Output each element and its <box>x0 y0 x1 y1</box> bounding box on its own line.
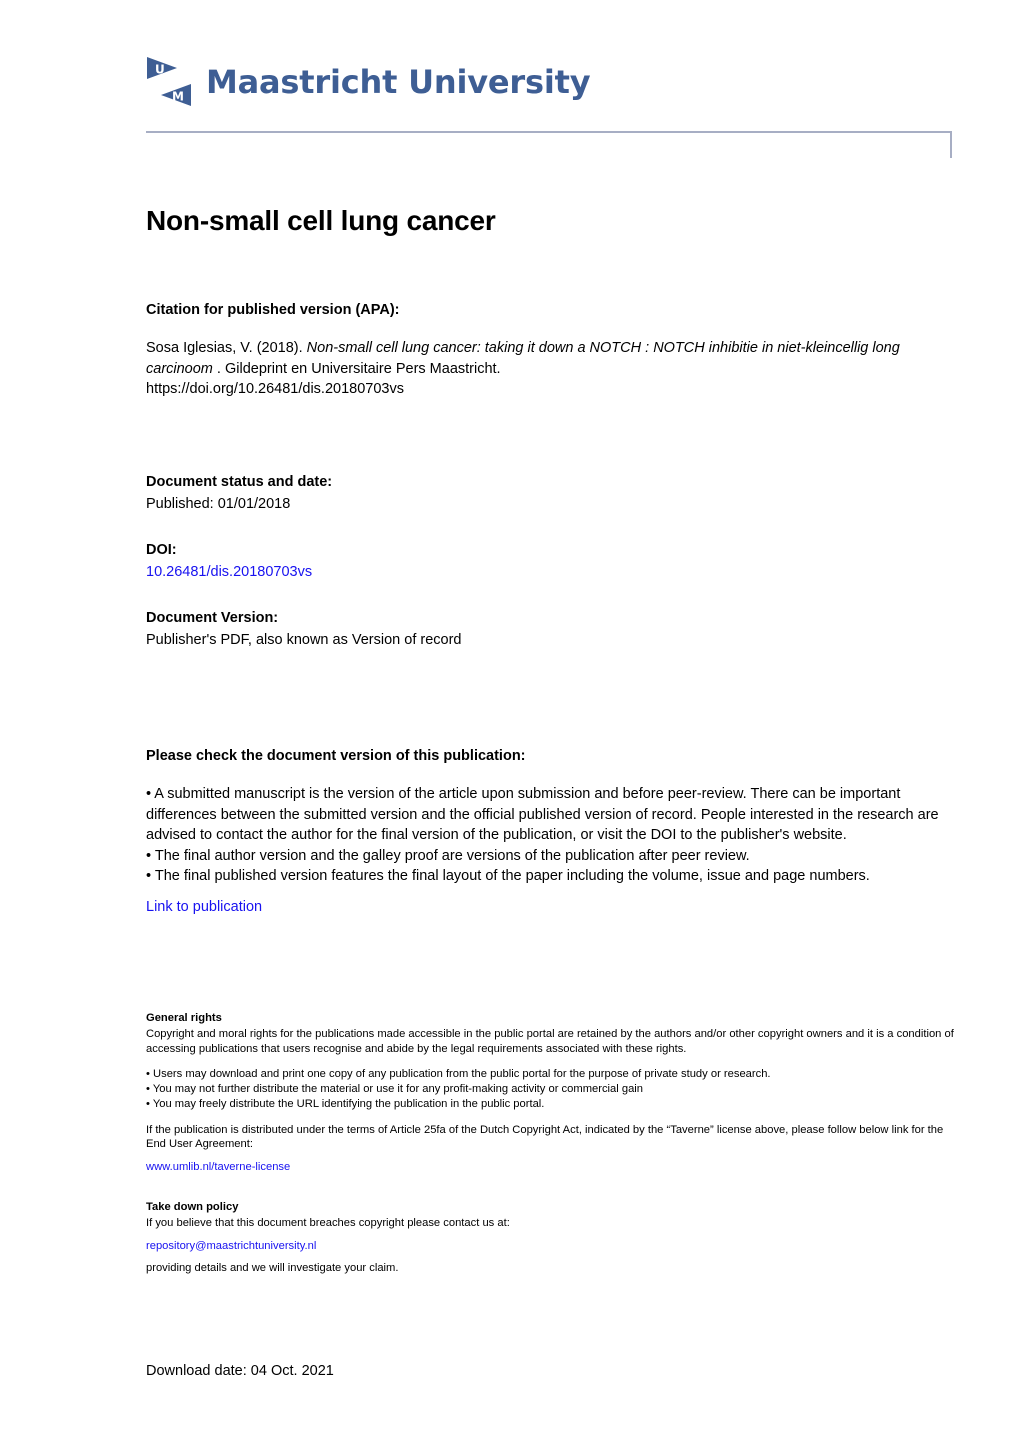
page-title: Non-small cell lung cancer <box>146 205 496 236</box>
doi-link[interactable]: 10.26481/dis.20180703vs <box>146 564 313 580</box>
document-version-section <box>146 608 461 650</box>
citation-publisher: . Gildeprint en Universitaire Pers Maastricht. <box>216 360 501 377</box>
header-divider-tick <box>950 131 952 158</box>
citation-work-title: Non-small cell lung cancer: taking it down a NOTCH : NOTCH inhibitie in niet-kleincellig long carcinoom <box>146 340 900 377</box>
citation-doi-url: https://doi.org/10.26481/dis.20180703vs <box>146 381 404 398</box>
svg-text:M: M <box>172 89 184 104</box>
general-rights-paragraph: Copyright and moral rights for the publications made accessible in the public portal are retained by the authors and/or other copyright owners and it is a condition of accessing publications that users recognise and abide by the legal requirements associated with these rights. <box>146 1027 954 1055</box>
document-version-heading: Document Version: <box>146 610 279 626</box>
link-to-publication[interactable]: Link to publication <box>146 898 263 915</box>
take-down-policy-heading: Take down policy <box>146 1201 239 1213</box>
general-rights-bullet: • You may freely distribute the URL identifying the publication in the public portal. <box>146 1097 545 1110</box>
document-status-value: Published: 01/01/2018 <box>146 496 291 512</box>
citation-author-year: Sosa Iglesias, V. (2018). <box>146 340 307 356</box>
header-divider <box>146 131 952 133</box>
doi-section <box>146 540 312 582</box>
general-rights-section <box>146 1011 958 1175</box>
taverne-paragraph: If the publication is distributed under the terms of Article 25fa of the Dutch Copyright Act, indicated by the “Taverne” license above, please follow below link for the End User Agreement: <box>146 1123 944 1151</box>
version-check-bullet: • The final author version and the galley proof are versions of the publication after peer review. <box>146 847 750 864</box>
version-check-bullet: • The final published version features the final layout of the paper including the volume, issue and page numbers. <box>146 868 870 885</box>
document-status-heading: Document status and date: <box>146 474 333 490</box>
brand-wordmark: Maastricht University <box>206 63 591 101</box>
citation-heading: Citation for published version (APA): <box>146 302 400 318</box>
repository-email-link[interactable]: repository@maastrichtuniversity.nl <box>146 1239 317 1252</box>
take-down-policy-section <box>146 1200 958 1276</box>
svg-text:U: U <box>155 62 165 77</box>
brand-header <box>146 56 590 108</box>
taverne-license-link[interactable]: www.umlib.nl/taverne-license <box>146 1161 291 1174</box>
version-check-heading: Please check the document version of this publication: <box>146 748 526 764</box>
doi-heading: DOI: <box>146 542 177 558</box>
version-check-bullet: • A submitted manuscript is the version of the article upon submission and before peer-review. There can be important differences between the submitted version and the official published version of record. People interested in the research are advised to contact the author for the final version of the publication, or visit the DOI to the publisher's website. <box>146 786 939 844</box>
document-version-value: Publisher's PDF, also known as Version of record <box>146 632 462 648</box>
citation-text <box>146 338 958 379</box>
maastricht-university-logo-icon <box>146 56 192 108</box>
general-rights-bullet: • Users may download and print one copy of any publication from the public portal for the purpose of private study or research. <box>146 1068 771 1081</box>
take-down-policy-line: If you believe that this document breaches copyright please contact us at: <box>146 1216 510 1229</box>
document-status-section <box>146 472 332 514</box>
version-check-section <box>146 746 958 917</box>
general-rights-bullet: • You may not further distribute the material or use it for any profit-making activity or commercial gain <box>146 1083 644 1096</box>
general-rights-heading: General rights <box>146 1012 222 1024</box>
download-date: Download date: 04 Oct. 2021 <box>146 1363 334 1379</box>
citation-section <box>146 300 958 400</box>
take-down-policy-closing: providing details and we will investigate your claim. <box>146 1262 399 1275</box>
